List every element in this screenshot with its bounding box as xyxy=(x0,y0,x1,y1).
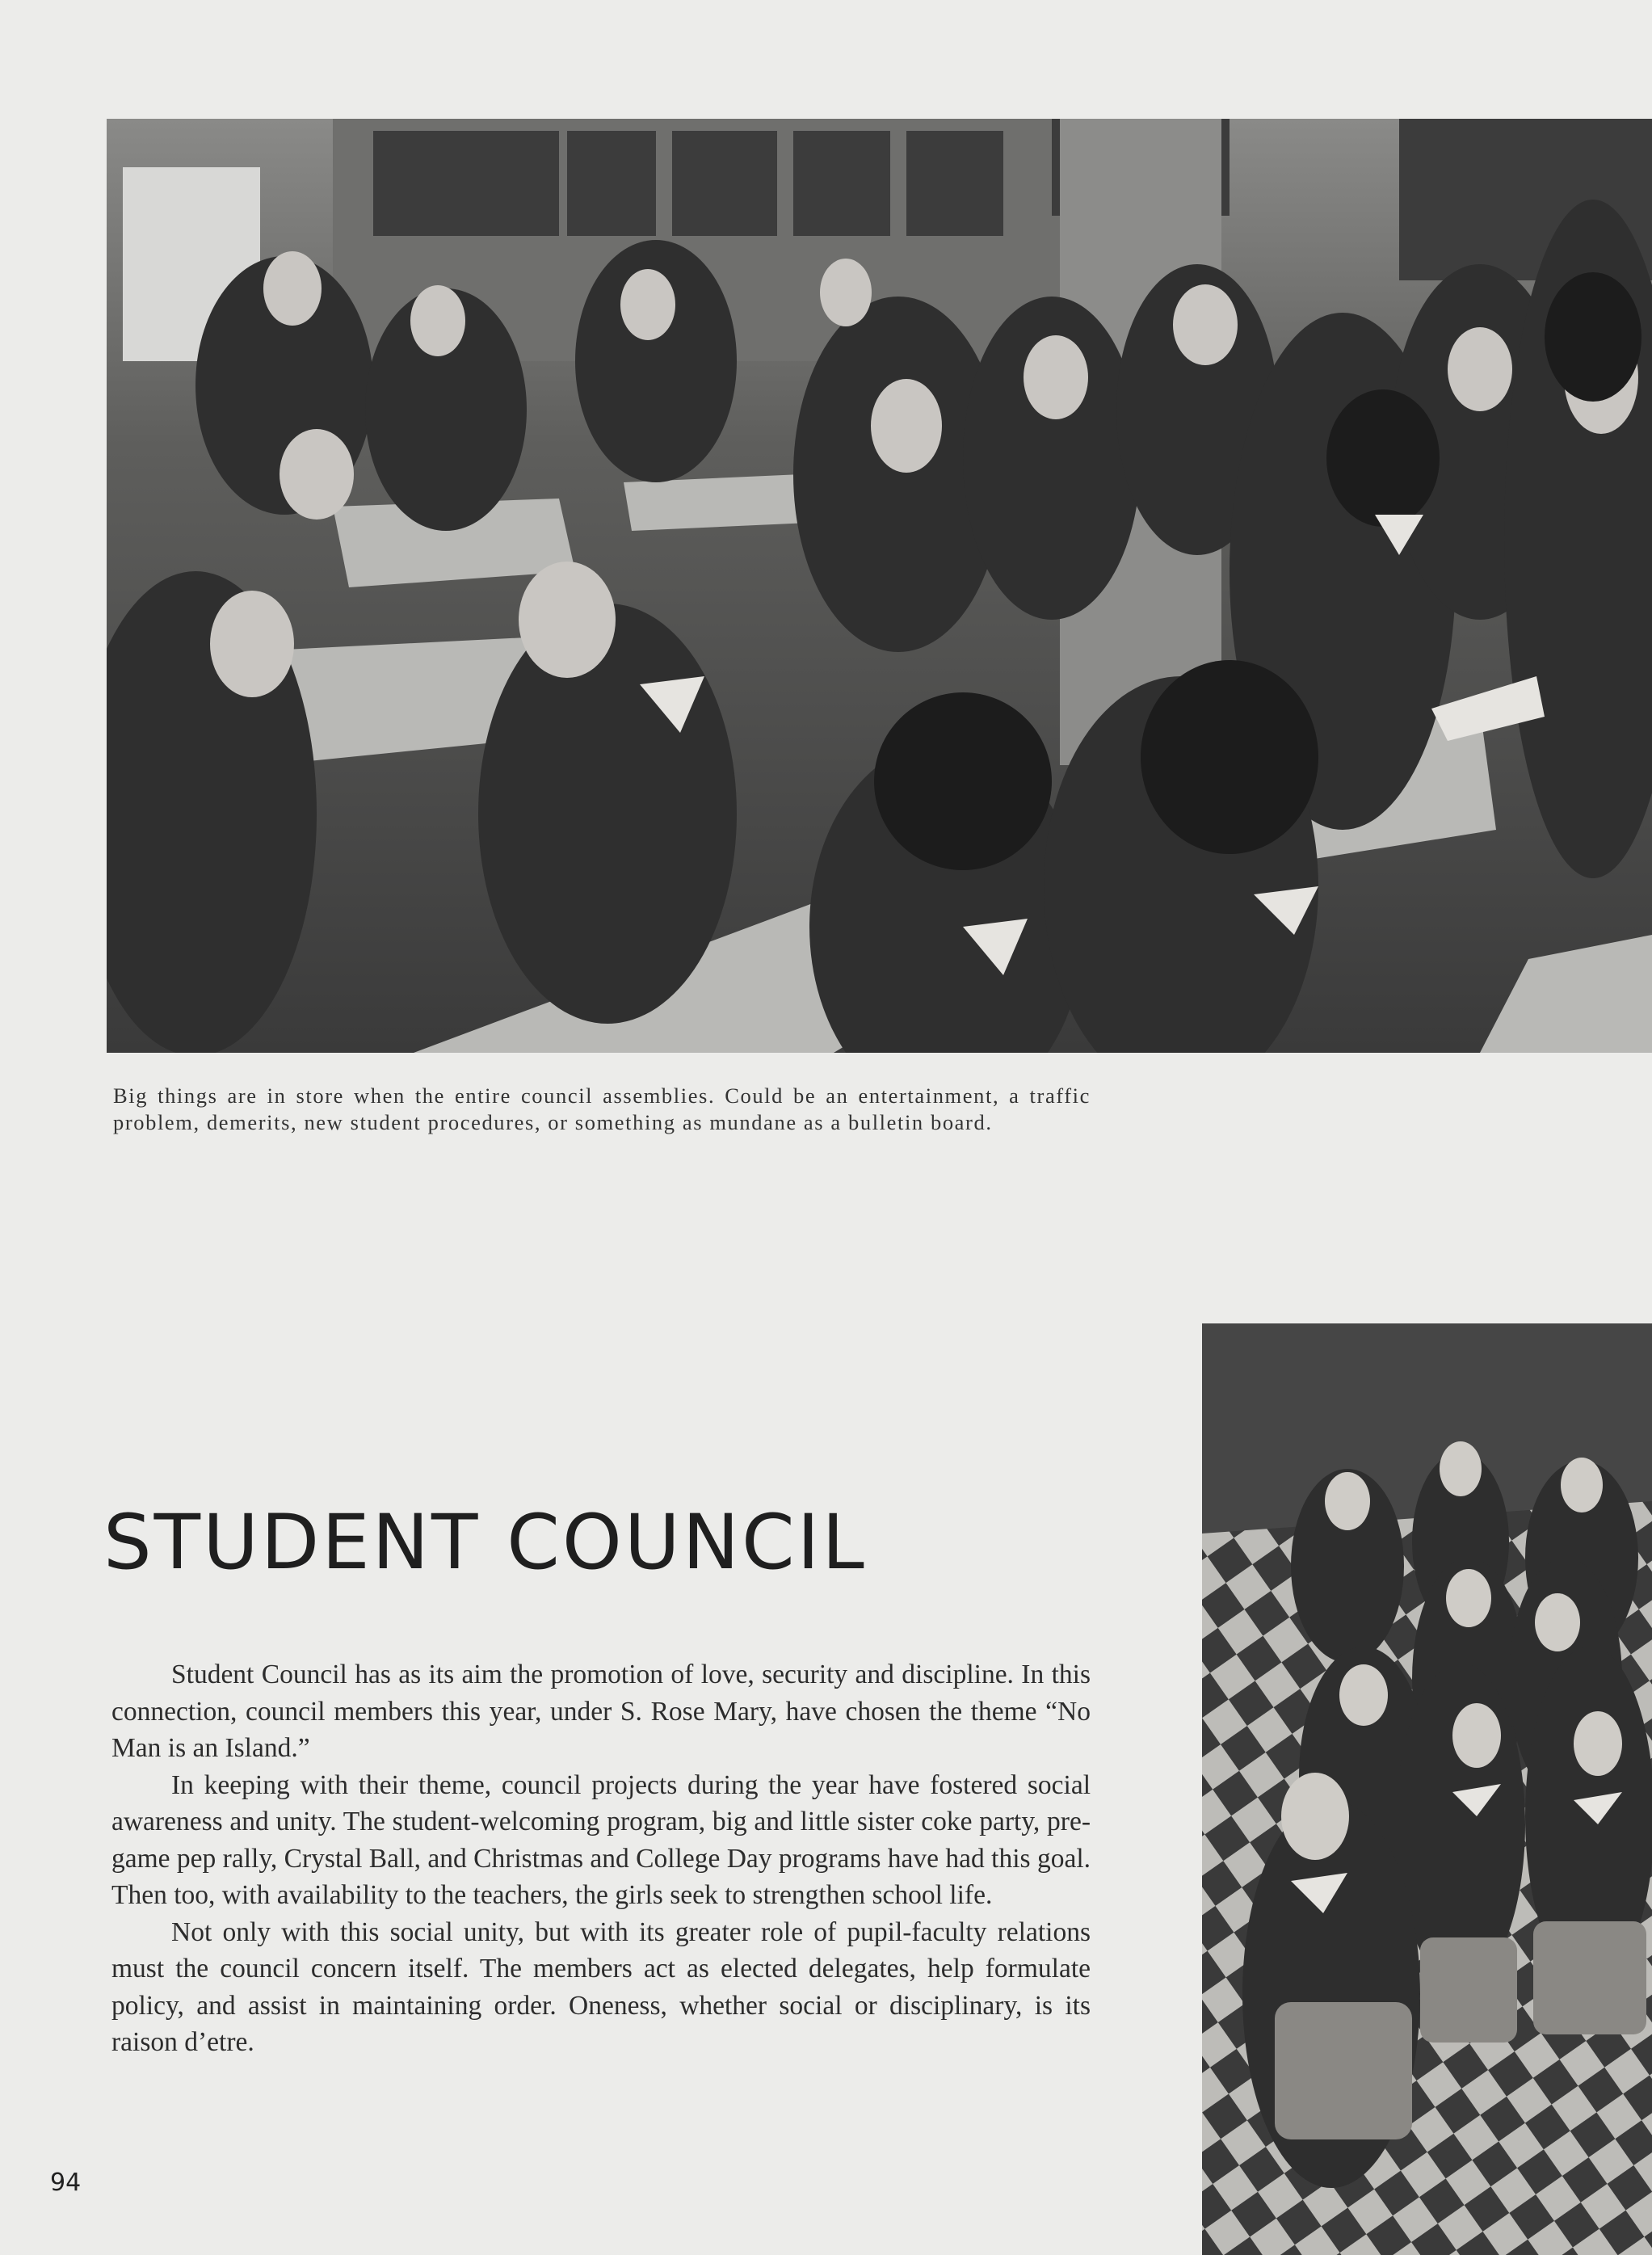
photo-caption: Big things are in store when the entire council assemblies. Could be an entertainment, a traffic problem, demerits, new student procedures, or something as mundane as a bulletin board. xyxy=(113,1083,1091,1134)
paragraph: Student Council has as its aim the promotion of love, security and discipline. In this connection, council members this year, under S. Rose Mary, have chosen the theme “No Man is an Island.” xyxy=(111,1660,1091,1763)
photo-council-members xyxy=(1202,1323,1652,2255)
paragraph: In keeping with their theme, council projects during the year have fostered social awareness and unity. The student-welcoming program, big and little sister coke party, pre-game pep rally, Crystal Ball, and Christmas and College Day programs have had this goal. Then too, with availability to the teachers, the girls seek to strengthen school life. xyxy=(111,1769,1091,1910)
photo-image xyxy=(107,119,1652,1053)
page-title: STUDENT COUNCIL xyxy=(103,1499,867,1587)
page-number: 94 xyxy=(50,2169,82,2197)
photo-image xyxy=(1202,1323,1652,2255)
paragraph: Not only with this social unity, but with its greater role of pupil-faculty relations must the council concern itself. The members act as elected delegates, help formulate policy, and assist in maintaining order. Oneness, whether social or disciplinary, is its raison d’etre. xyxy=(111,1916,1091,2057)
article-body xyxy=(111,1656,1091,2061)
photo-classroom-council xyxy=(107,119,1652,1053)
